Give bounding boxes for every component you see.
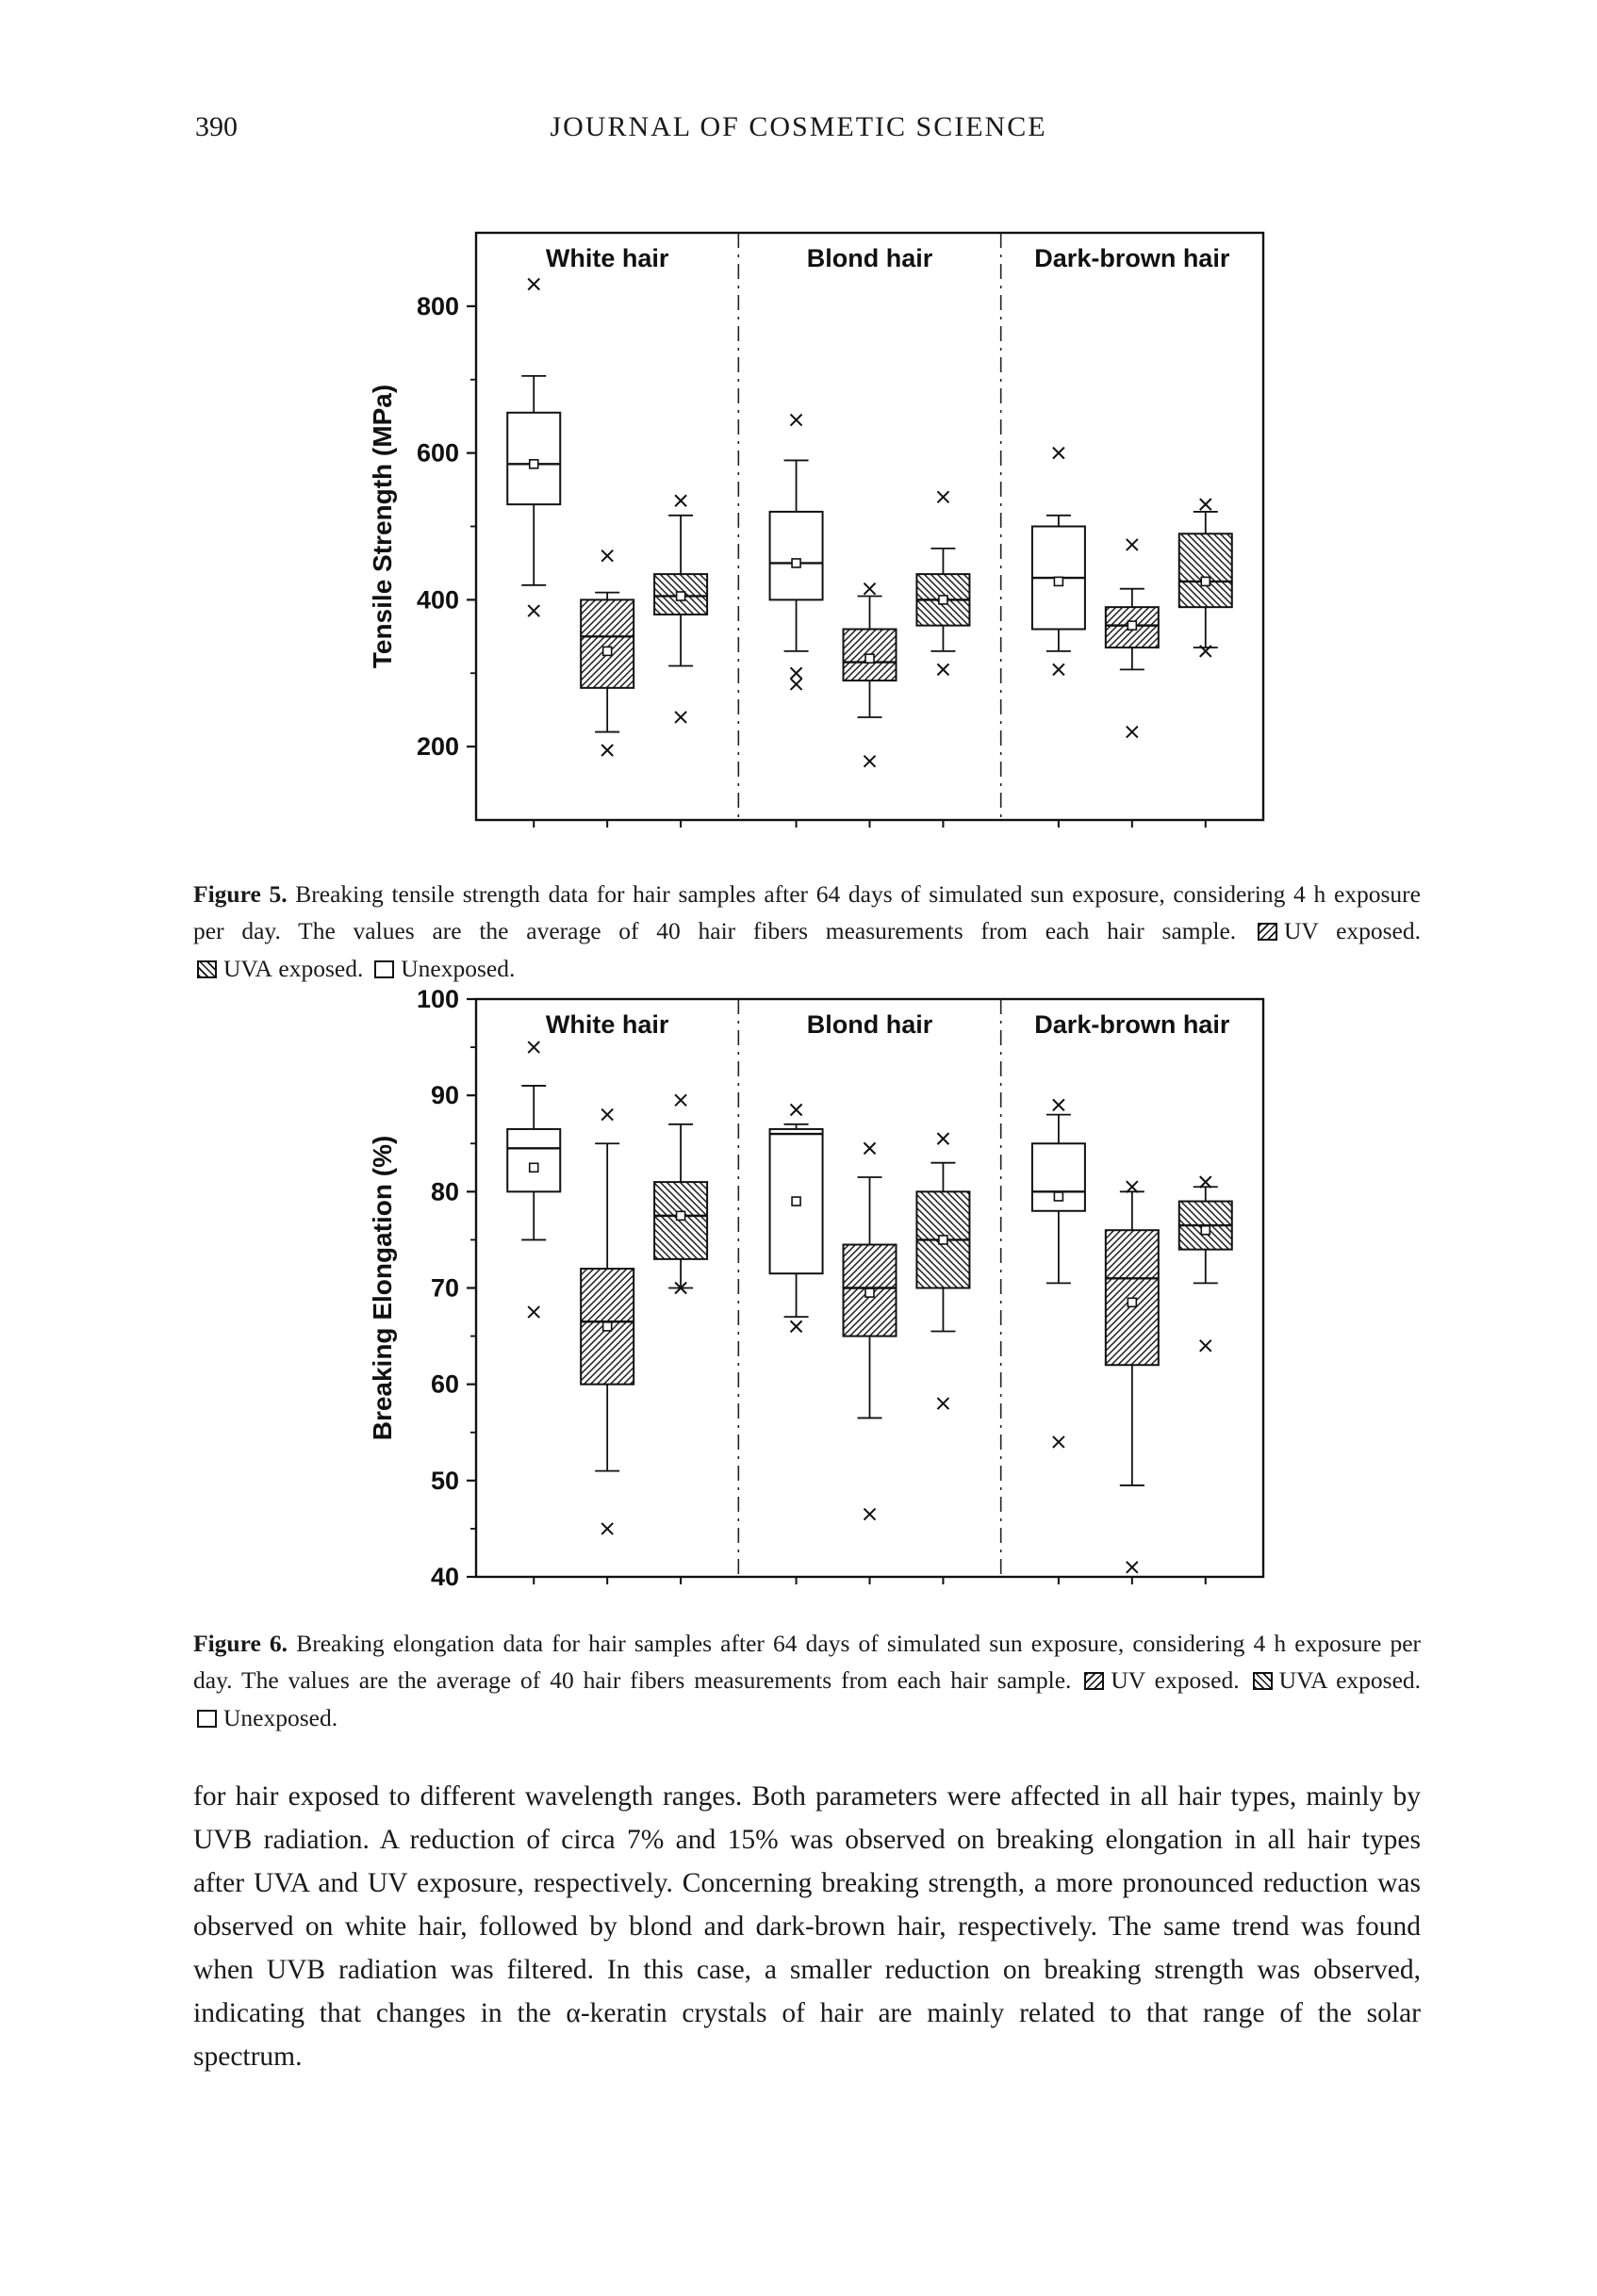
svg-text:Tensile Strength (MPa): Tensile Strength (MPa)	[368, 384, 397, 669]
uv-hatch-icon	[1258, 923, 1277, 941]
svg-text:40: 40	[430, 1563, 459, 1591]
figure6-boxplot-chart	[354, 988, 1277, 1600]
uv-hatch-icon	[1084, 1672, 1104, 1690]
uva-hatch-icon	[197, 960, 217, 978]
figure6-caption	[193, 1625, 1421, 1737]
figure5-caption-text: Breaking tensile strength data for hair samples after 64 days of simulated sun exposure, considering 4 h exposure per day. The values are the average of 40 hair fibers measurements from each hair sample.	[193, 879, 1421, 945]
body-paragraph: for hair exposed to different wavelength ranges. Both parameters were affected in all hair types, mainly by UVB radiation. A reduction of circa 7% and 15% was observed on breaking elongation in all hair types after UVA and UV exposure, respectively. Concerning breaking strength, a more pronounced reduction was observed on white hair, followed by blond and dark-brown hair, respectively. The same trend was found when UVB radiation was filtered. In this case, a smaller reduction on breaking strength was observed, indicating that changes in the α-keratin crystals of hair are mainly related to that range of the solar spectrum.	[193, 1780, 1421, 2072]
legend-uv-label: UV exposed.	[1111, 1666, 1240, 1695]
svg-text:Dark-brown hair: Dark-brown hair	[1034, 244, 1230, 272]
svg-text:White hair: White hair	[545, 244, 669, 272]
svg-text:600: 600	[416, 438, 459, 467]
legend-unexposed	[193, 1704, 338, 1731]
figure5-boxplot-chart	[354, 221, 1277, 844]
svg-text:400: 400	[416, 585, 459, 615]
svg-text:White hair: White hair	[545, 1010, 669, 1039]
journal-title: JOURNAL OF COSMETIC SCIENCE	[550, 111, 1047, 142]
svg-text:90: 90	[430, 1081, 459, 1110]
svg-text:60: 60	[430, 1369, 459, 1399]
page-number: 390	[195, 111, 238, 142]
svg-text:50: 50	[430, 1466, 459, 1495]
legend-uva-label: UVA exposed.	[223, 954, 364, 982]
open-square-icon	[374, 960, 394, 978]
svg-text:Blond hair: Blond hair	[806, 1010, 933, 1039]
svg-text:80: 80	[430, 1177, 459, 1206]
figure5-label: Figure 5.	[193, 879, 288, 908]
figure6-label: Figure 6.	[193, 1629, 288, 1657]
legend-uva-exposed	[193, 955, 363, 982]
legend-unexposed	[370, 955, 515, 982]
legend-uva-label: UVA exposed.	[1278, 1666, 1422, 1695]
figure5-caption	[193, 876, 1421, 988]
open-square-icon	[197, 1710, 217, 1728]
svg-text:100: 100	[416, 988, 459, 1013]
svg-text:800: 800	[416, 291, 459, 320]
legend-uv-exposed	[1080, 1666, 1239, 1694]
legend-uv-label: UV exposed.	[1283, 917, 1421, 945]
svg-text:Blond hair: Blond hair	[806, 244, 933, 272]
svg-text:200: 200	[416, 732, 459, 762]
figure6-caption-text: Breaking elongation data for hair samples after 64 days of simulated sun exposure, considering 4 h exposure per day. The values are the average of 40 hair fibers measurements from each hair sample.	[193, 1629, 1422, 1695]
legend-unexposed-label: Unexposed.	[401, 954, 516, 982]
svg-text:Breaking Elongation (%): Breaking Elongation (%)	[368, 1135, 397, 1441]
legend-uva-exposed	[1249, 1666, 1421, 1694]
svg-text:70: 70	[430, 1273, 459, 1303]
legend-unexposed-label: Unexposed.	[223, 1703, 338, 1731]
uva-hatch-icon	[1253, 1672, 1273, 1690]
svg-text:Dark-brown hair: Dark-brown hair	[1034, 1010, 1230, 1039]
legend-uv-exposed	[1254, 917, 1421, 944]
